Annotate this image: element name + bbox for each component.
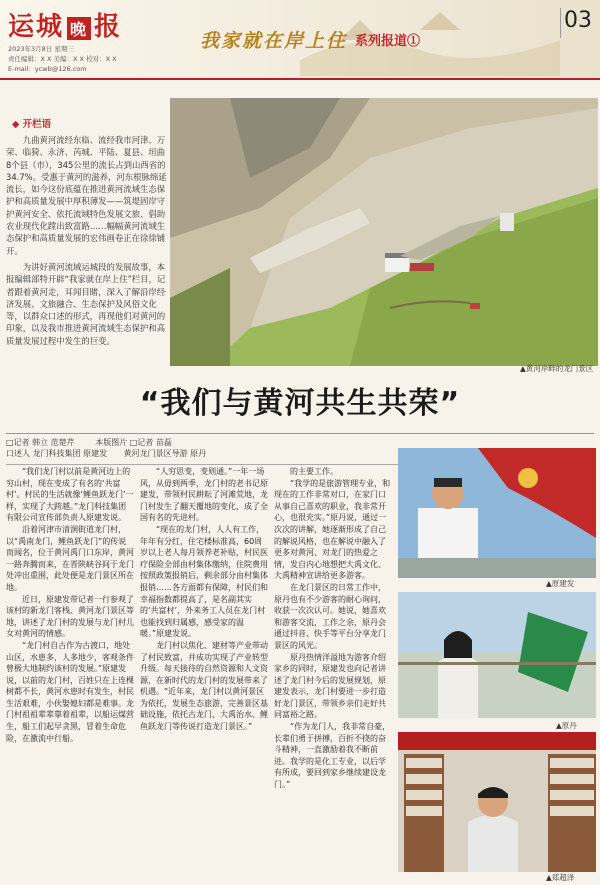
- photo-caption: ▲原建发: [546, 579, 575, 588]
- sidebar-paragraph: 为讲好黄河流域运城段的发展故事，本报编辑部特开辟“我家就在岸上住”栏目，记者跟着黄河走，耳闻目睹，深入了解沿岸经济发展、文旅融合、生态保护及风俗文化等，以群众口述的形式，再现他们对黄河的印象，以及我市推进黄河流域生态保护和高质量发展过程中发生的巨变。: [6, 261, 166, 346]
- newspaper-logo: 运城 晚 报: [8, 12, 123, 42]
- paragraph: 近日，原建发带记者一行参观了该村的新龙门客栈、黄河龙门景区等地，讲述了龙门村的发展与龙门村儿女对黄河的情感。: [6, 594, 134, 639]
- byline-reporters: □记者 韩立 范楚芹: [6, 438, 75, 447]
- photo-caption: ▲黄河岸畔的龙门景区: [520, 364, 594, 373]
- yellow-river-photo: [170, 98, 598, 366]
- paragraph: “作为龙门人，我非常自豪，长辈们勇于拼搏，百折不挠的奋斗精神，一直激励着我不断前进。我学的是化工专业，以后学有所成，要回到家乡继续建设龙门。”: [274, 722, 391, 790]
- portrait-zheng-chaoze: [398, 732, 596, 872]
- article-column-2: [140, 466, 268, 876]
- sidebar-heading: ◆ 开栏语: [12, 116, 51, 130]
- paragraph: “人穷思变，变则通。”一年一场风，从毋到两季，龙门村的老书记原建发，带领村民耕耘了河滩荒地，龙门村发生了翻天覆地的变化，成了全国有名的先进村。: [140, 467, 268, 523]
- editor-line: 责任编辑：X X 美编：X X 校对：X X: [8, 55, 117, 63]
- masthead-meta: [8, 44, 117, 74]
- paragraph: 原丹热情洋溢地为游客介绍家乡的同时，原建发也向记者讲述了龙门村今后的发展规划，原建发表示，龙门村要进一步打造好龙门景区，带领乡亲们走好共同富裕之路。: [274, 652, 386, 720]
- sidebar-intro: [6, 134, 168, 374]
- portrait-yuan-dan: [398, 592, 596, 718]
- paragraph: 龙门村以焦化、建材等产业带动了村民致富，并成功实现了产业转型升级。每天接待的自然资源和人文资源，在新时代的龙门村的发展带来了机遇。“近年来，龙门村以黄河景区为依托，发展生态旅游，完善景区基础设施，依托古龙门、大禹治水、鲤鱼跃龙门等传说打造龙门景区。”: [140, 640, 268, 732]
- photo-caption: ▲郑超泽: [546, 873, 575, 882]
- paragraph: “龙门村自古作为古渡口，地处山区，水患多，人多地少，客观条件曾极大地制约该村的发展。”原建发说，以前的龙门村，百姓只在上连棵树都不长，黄河水患时有发生，村民生活艰难，小伙娶媳妇都是难事。龙门村祖祖辈辈靠着祖辈，以船运煤营生，船工们起早贪黑，冒着生命危险，在激流中行船。: [6, 640, 134, 743]
- portrait-yuan-jianfa: [398, 448, 596, 578]
- series-title: 我家就在岸上住: [200, 30, 348, 52]
- byline-photos: 本版图片 □记者 苗磊: [95, 438, 172, 447]
- paragraph: “我学的是旅游管理专业，和现在的工作非常对口，在家门口从事自己喜欢的职业，我非常开心，也很充实。”原丹说，通过一次次的讲解，她逐渐形成了自己的解说风格，也在解说中融入了更多对黄河、对龙门的热爱之情，发自内心地想把大禹文化、大禹精神宣讲给更多游客。: [274, 478, 391, 581]
- email-line: E-mail：ycwb@126.com: [8, 65, 87, 73]
- page-number: 03: [560, 8, 595, 38]
- article-column-1: [6, 466, 134, 876]
- series-subtitle: 系列报道①: [355, 34, 421, 49]
- photo-caption: ▲原丹: [556, 721, 577, 730]
- narrator-2: 黄河龙门景区导游 原丹: [123, 449, 207, 458]
- paragraph: 在龙门景区的日常工作中，原丹也有不少游客的耐心询问，收获一次次认可。她说，她喜欢和游客交流，工作之余，原丹会通过抖音、快手等平台分享龙门景区的风光。: [274, 582, 386, 650]
- paragraph: 的主要工作。: [290, 467, 338, 476]
- issue-date: 2023年3月8日 星期三: [8, 45, 74, 53]
- article-column-3: [274, 466, 392, 876]
- article-headline: “我们与黄河共生共荣”: [139, 386, 461, 421]
- sidebar-paragraph: 九曲黄河流经东临、流经我市河津、万荣、临猗、永济、芮城、平陆、夏县、垣曲8个县（市），345公里的流长占到山西省的34.7%。受惠于黄河的滋养，河东根脉绵延流长，如今这份底蕴在推进黄河流域生态保护和高质量发展中厚积薄发——筑堤固岸守护黄河安全、依托流域特色发展文旅、倡助农业现代化蹚出致富路……幅幅黄河流域生态保护和高质量发展的宏伟画卷正在徐徐铺开。: [6, 135, 167, 256]
- paragraph: “我们龙门村以前是黄河边上的穷山村，现在变成了有名的‘共富村’。村民的生活就像‘鲤鱼跃龙门’一样，实现了大跨越。”龙门科技集团有限公司宣传部负责人原建发说。: [6, 467, 134, 523]
- narrator-1: 口述人 龙门科技集团 原建发: [6, 449, 108, 458]
- paragraph: “现在的龙门村，人人有工作，年年有分红，住宅楼标准高，60周岁以上老人每月领养老补贴，村民医疗保险全部由村集体缴纳，住院费用按照政策报销后，剩余部分由村集体报销……各方面都有保障，村民们和幸福指数都提高了，是名副其实的‘共富村’，外来务工人员在龙门村也能找到归属感，感受家的温暖。”原建发说。: [140, 524, 268, 639]
- paragraph: 沿着河津市清涧街道龙门村，以“禹南龙门，鲤鱼跃龙门”的传说而闻名，位于黄河禹门口东岸，黄河一路奔腾而来，在晋陕峡谷间于龙门处冲出重围，此处便是龙门景区所在地。: [6, 524, 134, 592]
